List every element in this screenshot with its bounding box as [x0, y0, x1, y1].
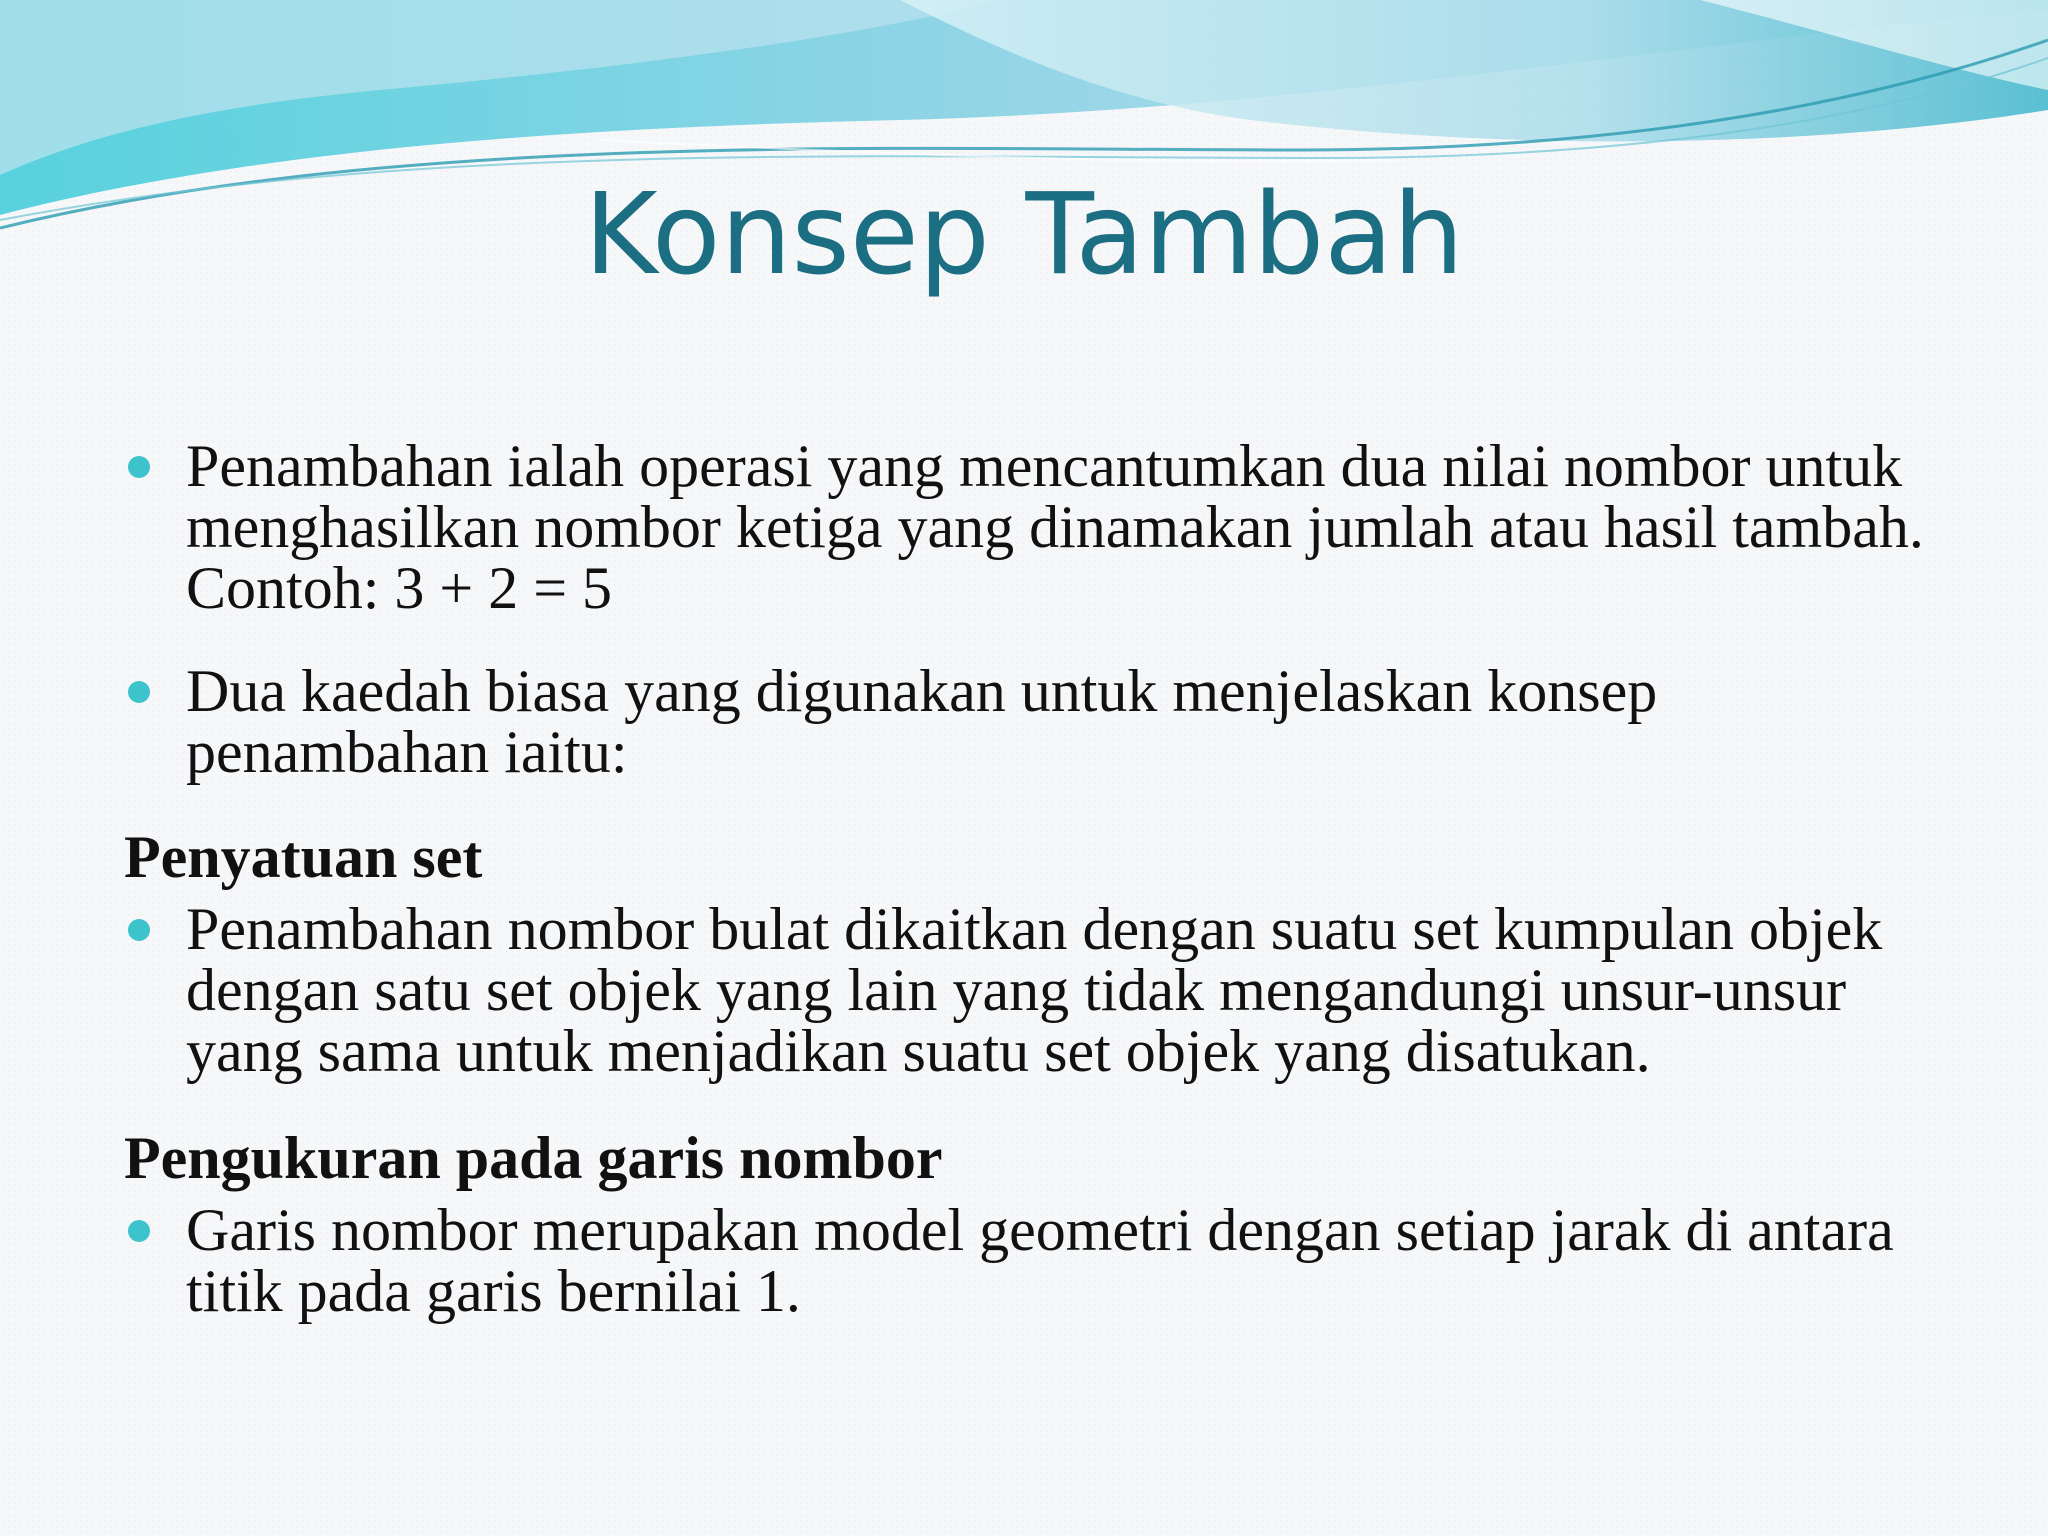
bullet-item	[124, 658, 1954, 785]
section-heading: Pengukuran pada garis nombor	[124, 1125, 943, 1191]
bullet-dot-icon	[128, 919, 150, 941]
bullet-item	[124, 433, 1954, 621]
bullet-item	[124, 1197, 1954, 1324]
section-heading: Penyatuan set	[124, 824, 483, 890]
slide-content	[124, 433, 1954, 1365]
bullet-dot-icon	[128, 1220, 150, 1242]
bullet-text: Dua kaedah biasa yang digunakan untuk menjelaskan konsep penambahan iaitu:	[186, 658, 1658, 785]
bullet-text: Penambahan ialah operasi yang mencantumkan dua nilai nombor untuk menghasilkan nombor ketiga yang dinamakan jumlah atau hasil tambah. Contoh: 3 + 2 = 5	[186, 433, 1924, 621]
bullet-dot-icon	[128, 456, 150, 478]
bullet-text: Garis nombor merupakan model geometri dengan setiap jarak di antara titik pada garis bernilai 1.	[186, 1197, 1894, 1324]
bullet-text: Penambahan nombor bulat dikaitkan dengan suatu set kumpulan objek dengan satu set objek yang lain yang tidak mengandungi unsur-unsur yang sama untuk menjadikan suatu set objek yang disatukan.	[186, 896, 1883, 1084]
bullet-dot-icon	[128, 681, 150, 703]
bullet-item	[124, 896, 1954, 1084]
slide-title: Konsep Tambah	[584, 170, 1464, 300]
